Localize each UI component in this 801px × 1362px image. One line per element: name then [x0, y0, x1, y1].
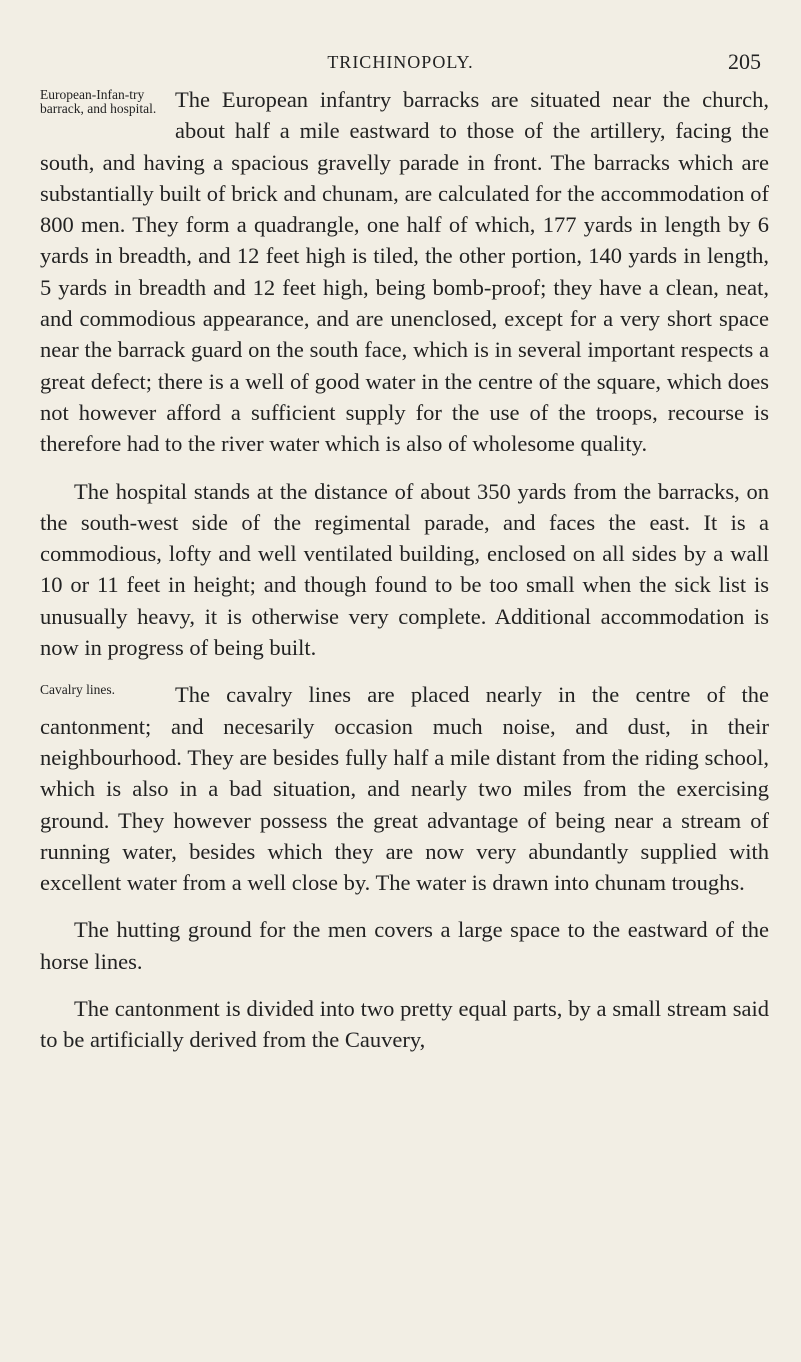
body-text	[40, 84, 769, 1056]
margin-note-infantry: European-Infan-try barrack, and hospital.	[40, 87, 157, 116]
paragraph-hutting-ground: The hutting ground for the men covers a large space to the eastward of the horse lines.	[40, 917, 769, 974]
paragraph-infantry-barracks	[40, 84, 769, 460]
paragraph-hospital: The hospital stands at the distance of about 350 yards from the barracks, on the south-west side of the regimental parade, and faces the east. It is a commodious, lofty and well ventilated building, enclosed on all sides by a wall 10 or 11 feet in height; and though found to be too small when the sick list is unusually heavy, it is otherwise very complete. Additional accommodation is now in progress of being built.	[40, 478, 769, 661]
paragraph-text: The European infantry barracks are situated near the church, about half a mile eastward to those of the artillery, facing the south, and having a spacious gravelly parade in front. The barracks which are substantially built of brick and chunam, are calculated for the accommodation of 800 men. They form a quadrangle, one half of which, 177 yards in length by 6 yards in breadth, and 12 feet high is tiled, the other portion, 140 yards in length, 5 yards in breadth and 12 feet high, being bomb-proof; they have a clean, neat, and commodious appearance, and are unenclosed, except for a very short space near the barrack guard on the south face, which is in several important respects a great defect; there is a well of good water in the centre of the square, which does not however afford a sufficient supply for the use of the troops, recourse is therefore had to the river water which is also of wholesome quality.	[40, 87, 769, 457]
paragraph-text: The cavalry lines are placed nearly in the centre of the cantonment; and necesarily occasion much noise, and dust, in their neighbourhood. They are besides fully half a mile distant from the riding school, which is also in a bad situation, and nearly two miles from the exercising ground. They however possess the great advantage of being near a stream of running water, besides which they are now very abundantly supplied with excellent water from a well close by. The water is drawn into chunam troughs.	[40, 682, 769, 896]
paragraph-cantonment: The cantonment is divided into two pretty equal parts, by a small stream said to be artificially derived from the Cauvery,	[40, 996, 769, 1053]
paragraph-cavalry-lines	[40, 679, 769, 898]
running-title: TRICHINOPOLY.	[327, 52, 474, 72]
margin-note-cavalry: Cavalry lines.	[40, 682, 115, 698]
page-number: 205	[728, 49, 761, 74]
